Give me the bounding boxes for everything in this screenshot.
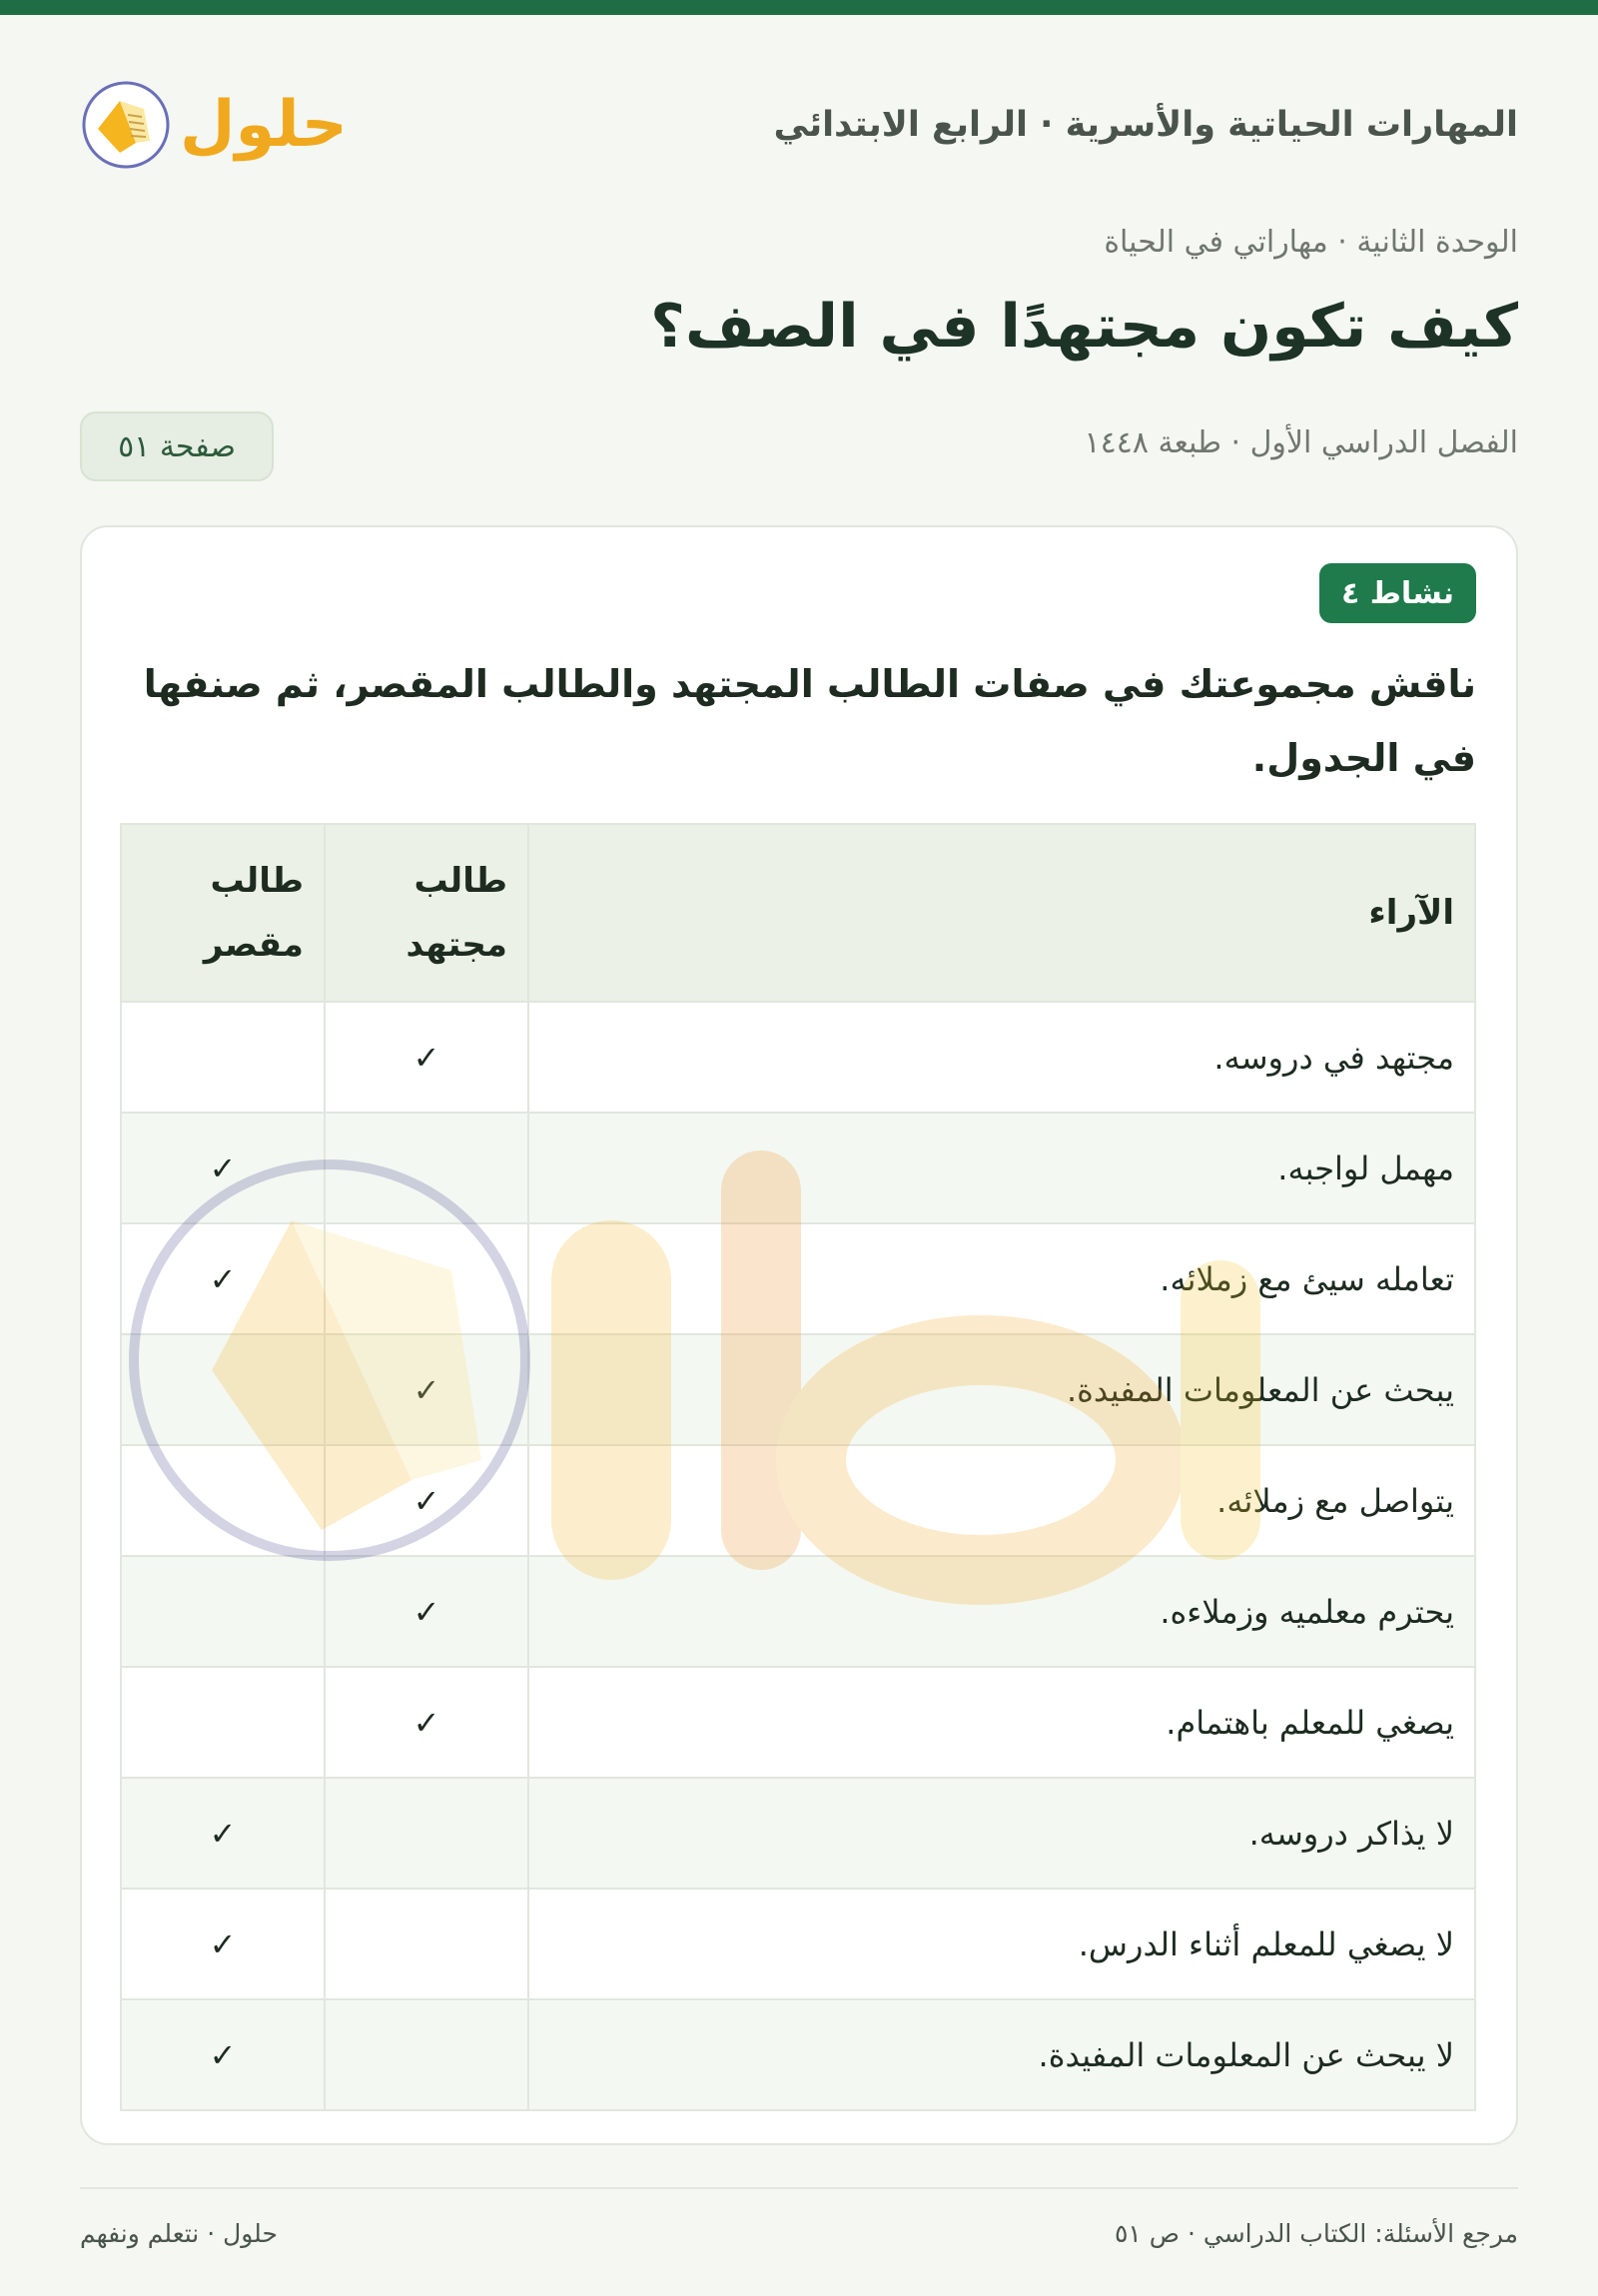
footer-brand: حلول · نتعلم ونفهم [80,2219,278,2248]
opinion-cell: يتواصل مع زملائه. [528,1445,1475,1556]
table-row [121,1889,1475,1999]
opinion-cell: لا يذاكر دروسه. [528,1778,1475,1889]
table-row [121,1223,1475,1334]
check-mark-icon[interactable]: ✓ [121,1778,325,1889]
table-row [121,1334,1475,1445]
check-mark-icon[interactable]: ✓ [121,1223,325,1334]
opinion-cell: يصغي للمعلم باهتمام. [528,1667,1475,1778]
opinion-cell: يحترم معلميه وزملاءه. [528,1556,1475,1667]
check-mark-icon[interactable]: ✓ [325,1445,528,1556]
subject-line: المهارات الحياتية والأسرية · الرابع الابتدائي [773,105,1518,145]
semester-edition-line: الفصل الدراسي الأول · طبعة ١٤٤٨ [1084,425,1518,460]
check-mark-icon[interactable]: ✓ [121,1113,325,1223]
opinion-cell: لا يبحث عن المعلومات المفيدة. [528,1999,1475,2110]
empty-check-cell[interactable] [121,1445,325,1556]
empty-check-cell[interactable] [121,1002,325,1113]
activity-badge: نشاط ٤ [1319,563,1476,623]
page-title: كيف تكون مجتهدًا في الصف؟ [650,292,1518,362]
table-row [121,1002,1475,1113]
empty-check-cell[interactable] [325,1999,528,2110]
check-mark-icon[interactable]: ✓ [325,1002,528,1113]
page-number-badge: صفحة ٥١ [80,411,274,481]
top-accent-bar [0,0,1598,15]
table-row [121,1667,1475,1778]
unit-line: الوحدة الثانية · مهاراتي في الحياة [1104,225,1518,260]
check-mark-icon[interactable]: ✓ [121,1889,325,1999]
empty-check-cell[interactable] [325,1889,528,1999]
column-header-negligent: طالب مقصر [121,824,325,1002]
empty-check-cell[interactable] [121,1334,325,1445]
opinion-cell: يبحث عن المعلومات المفيدة. [528,1334,1475,1445]
empty-check-cell[interactable] [325,1778,528,1889]
table-row [121,1556,1475,1667]
opinion-cell: لا يصغي للمعلم أثناء الدرس. [528,1889,1475,1999]
logo-wordmark: حلول [180,88,348,162]
column-header-diligent: طالب مجتهد [325,824,528,1002]
table-row [121,1445,1475,1556]
page-header [80,60,1518,190]
footer-divider [80,2187,1518,2189]
book-in-circle-icon [80,79,172,171]
footer-reference: مرجع الأسئلة: الكتاب الدراسي · ص ٥١ [1114,2219,1518,2248]
check-mark-icon[interactable]: ✓ [325,1667,528,1778]
empty-check-cell[interactable] [121,1667,325,1778]
empty-check-cell[interactable] [121,1556,325,1667]
table-row [121,1778,1475,1889]
activity-instruction: ناقش مجموعتك في صفات الطالب المجتهد والطالب المقصر، ثم صنفها في الجدول. [143,662,1476,780]
empty-check-cell[interactable] [325,1223,528,1334]
table-row [121,1113,1475,1223]
table-header-row [121,824,1475,1002]
check-mark-icon[interactable]: ✓ [121,1999,325,2110]
table-row [121,1999,1475,2110]
empty-check-cell[interactable] [325,1113,528,1223]
check-mark-icon[interactable]: ✓ [325,1556,528,1667]
opinion-cell: مهمل لواجبه. [528,1113,1475,1223]
opinion-cell: تعامله سيئ مع زملائه. [528,1223,1475,1334]
column-header-opinion: الآراء [528,824,1475,1002]
activity-card [80,525,1518,2145]
opinion-cell: مجتهد في دروسه. [528,1002,1475,1113]
opinions-table [120,823,1476,2111]
brand-logo[interactable] [80,79,348,171]
check-mark-icon[interactable]: ✓ [325,1334,528,1445]
